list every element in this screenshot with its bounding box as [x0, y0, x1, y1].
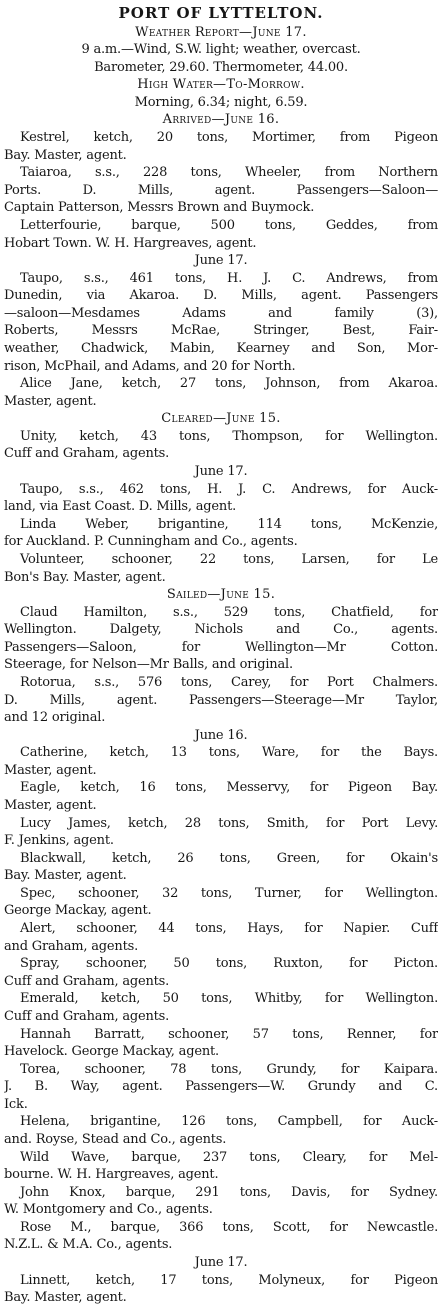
entry-first-line: Lucy James, ketch, 28 tons, Smith, for Port Levy. [20, 815, 438, 831]
entry-line: Havelock. George Mackay, agent. [4, 1044, 219, 1060]
entry-first-line: Kestrel, ketch, 20 tons, Mortimer, from Pigeon [20, 130, 438, 146]
entry-first-line: Taupo, s.s., 461 tons, H. J. C. Andrews, from [20, 270, 438, 286]
entry-first-line: Torea, schooner, 78 tons, Grundy, for Kaipara. [20, 1061, 438, 1077]
entry-first-line: Helena, brigantine, 126 tons, Campbell, for Auck- [20, 1114, 438, 1130]
entry-first-line: Rose M., barque, 366 tons, Scott, for Newcastle. [20, 1219, 438, 1235]
entry-first-line: Claud Hamilton, s.s., 529 tons, Chatfield, for [20, 604, 438, 620]
entry-first-line: Spec, schooner, 32 tons, Turner, for Wellington. [20, 885, 438, 901]
entry-line: Cuff and Graham, agents. [4, 446, 170, 462]
entry-line: Roberts, Messrs McRae, Stringer, Best, Fair- [4, 323, 438, 339]
entry-line: Ports. D. Mills, agent. Passengers—Saloon— [4, 182, 438, 198]
entry-line: Cuff and Graham, agents. [4, 1008, 170, 1024]
entry-line: bourne. W. H. Hargreaves, agent. [4, 1167, 219, 1183]
entry-first-line: Alice Jane, ketch, 27 tons, Johnson, from Akaroa. [20, 376, 438, 392]
entry-line: and 12 original. [4, 710, 106, 726]
entry-line: Bon's Bay. Master, agent. [4, 569, 166, 585]
entry-line: Ick. [4, 1096, 28, 1112]
section-heading: Sailed—June 15. [166, 587, 276, 603]
date-line: June 17. [194, 1255, 248, 1271]
entry-first-line: Volunteer, schooner, 22 tons, Larsen, for Le [20, 551, 438, 567]
entry-first-line: John Knox, barque, 291 tons, Davis, for Sydney. [20, 1184, 438, 1200]
entry-first-line: Linda Weber, brigantine, 114 tons, McKenzie, [20, 516, 438, 532]
entry-line: Master, agent. [4, 393, 97, 409]
entry-line: Master, agent. [4, 762, 97, 778]
entry-line: George Mackay, agent. [4, 903, 152, 919]
entry-line: Steerage, for Nelson—Mr Balls, and original. [4, 657, 293, 673]
entry-line: Passengers—Saloon, for Wellington—Mr Cotton. [4, 639, 438, 655]
section-heading: High Water—To-Morrow. [137, 77, 305, 93]
entry-first-line: Emerald, ketch, 50 tons, Whitby, for Wellington. [20, 991, 438, 1007]
date-line: June 16. [194, 727, 248, 743]
entry-line: Captain Patterson, Messrs Brown and Buymock. [4, 200, 315, 216]
date-line: June 17. [194, 464, 248, 480]
entry-first-line: Letterfourie, barque, 500 tons, Geddes, from [20, 217, 438, 233]
entry-line: F. Jenkins, agent. [4, 833, 114, 849]
date-line: 9 a.m.—Wind, S.W. light; weather, overcast. [81, 42, 361, 58]
entry-line: J. B. Way, agent. Passengers—W. Grundy and C. [4, 1079, 438, 1095]
date-line: June 17. [194, 253, 248, 269]
entry-line: Bay. Master, agent. [4, 147, 127, 163]
entry-line: Hobart Town. W. H. Hargreaves, agent. [4, 235, 257, 251]
entry-first-line: Unity, ketch, 43 tons, Thompson, for Wellington. [20, 428, 438, 444]
entry-first-line: Spray, schooner, 50 tons, Ruxton, for Picton. [20, 956, 438, 972]
entry-first-line: Alert, schooner, 44 tons, Hays, for Napier. Cuff [20, 921, 438, 937]
entry-line: Dunedin, via Akaroa. D. Mills, agent. Passengers [4, 288, 438, 304]
entry-first-line: Taupo, s.s., 462 tons, H. J. C. Andrews, for Auck- [20, 481, 438, 497]
entry-line: and. Royse, Stead and Co., agents. [4, 1132, 227, 1147]
entry-line: Wellington. Dalgety, Nichols and Co., agents. [4, 622, 438, 638]
entry-line: land, via East Coast. D. Mills, agent. [4, 499, 237, 515]
entry-line: Master, agent. [4, 798, 97, 814]
entry-line: Cuff and Graham, agents. [4, 973, 170, 989]
date-line: Morning, 6.34; night, 6.59. [134, 94, 308, 110]
entry-line: N.Z.L. & M.A. Co., agents. [4, 1237, 173, 1253]
entry-line: Bay. Master, agent. [4, 868, 127, 884]
entry-line: weather, Chadwick, Mabin, Kearney and Son, Mor- [4, 340, 438, 356]
section-heading: Arrived—June 16. [162, 112, 280, 128]
entry-line: rison, McPhail, and Adams, and 20 for North. [4, 358, 296, 374]
entry-first-line: Catherine, ketch, 13 tons, Ware, for the Bays. [20, 745, 438, 761]
entry-first-line: Blackwall, ketch, 26 tons, Green, for Okain's [20, 850, 438, 866]
entry-line: W. Montgomery and Co., agents. [4, 1202, 213, 1218]
entry-first-line: Rotorua, s.s., 576 tons, Carey, for Port Chalmers. [20, 674, 438, 690]
section-heading: Cleared—June 15. [161, 411, 281, 427]
entry-first-line: Wild Wave, barque, 237 tons, Cleary, for Mel- [20, 1149, 438, 1165]
entry-first-line: Taiaroa, s.s., 228 tons, Wheeler, from Northern [20, 165, 438, 181]
entry-line: for Auckland. P. Cunningham and Co., agents. [4, 534, 298, 550]
page-title: PORT OF LYTTELTON. [118, 4, 324, 22]
entry-first-line: Eagle, ketch, 16 tons, Messervy, for Pigeon Bay. [20, 780, 438, 796]
date-line: Barometer, 29.60. Thermometer, 44.00. [94, 59, 348, 75]
entry-line: —saloon—Mesdames Adams and family (3), [4, 305, 438, 321]
entry-line: D. Mills, agent. Passengers—Steerage—Mr Taylor, [4, 692, 438, 708]
section-heading: Weather Report—June 17. [135, 24, 307, 40]
entry-first-line: Hannah Barratt, schooner, 57 tons, Renner, for [20, 1026, 438, 1042]
entry-first-line: Linnett, ketch, 17 tons, Molyneux, for Pigeon [20, 1272, 438, 1288]
entry-line: and Graham, agents. [4, 938, 139, 954]
entry-line: Bay. Master, agent. [4, 1290, 127, 1306]
